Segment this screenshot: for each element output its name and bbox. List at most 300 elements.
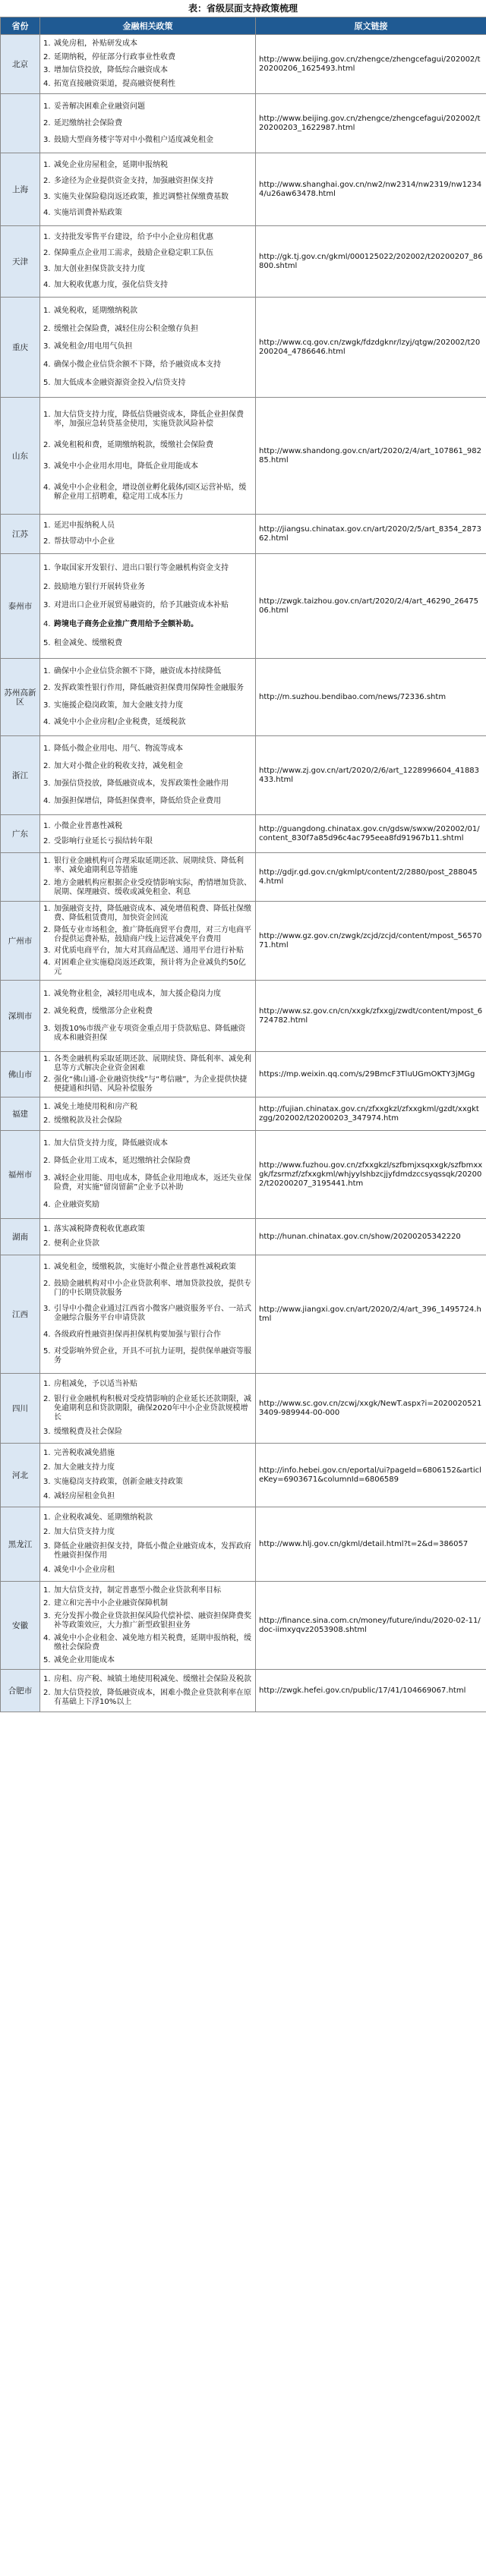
item-number: 2. [43,1279,51,1288]
item-text: 降低企业融资担保支持，降低小微企业融资成本，发挥政府性融资担保作用 [54,1542,251,1560]
policy-item [43,1174,252,1192]
policy-item [43,161,252,170]
source-link[interactable]: http://zwgk.hefei.gov.cn/public/17/41/104669067.html [256,1670,486,1712]
policy-list [43,902,252,980]
table-row [1,659,486,736]
policy-cell [40,298,256,398]
item-number: 2. [43,1598,51,1608]
table-row [1,815,486,853]
policy-item [43,1566,252,1575]
table-row [1,1131,486,1219]
policy-item [43,1139,252,1148]
policy-item [43,1380,252,1389]
item-text: 多途径为企业提供资金支持，加强融资担保支持 [54,176,213,185]
item-number: 2. [43,762,51,771]
policy-item [43,1157,252,1166]
item-number: 2. [43,249,51,258]
table-row [1,153,486,226]
policy-item [43,325,252,334]
item-text: 银行业金融机构积极对受疫情影响的企业延长还款期限，减免逾期利息和贷款期限，确保2020年中小企业贷款规模增长 [54,1394,251,1422]
item-text: 保障重点企业用工需求，鼓励企业稳定职工队伍 [54,249,213,258]
item-number: 1. [43,564,51,573]
policy-item [43,1689,252,1707]
item-text: 房租减免，予以适当补贴 [54,1380,137,1388]
item-text: 减免中小企业租金、减免地方相关税费，延期申报纳税，缓缴社会保险费 [54,1633,251,1652]
item-number: 2. [43,1527,51,1536]
policy-item [43,1347,252,1365]
table-row [1,1052,486,1097]
item-number: 5. [43,1346,51,1356]
policy-item [43,361,252,370]
table-row [1,1670,486,1712]
header-link: 原文链接 [256,17,486,35]
policy-item [43,762,252,771]
policy-item [43,483,252,502]
item-text: 减免中小企业房租/企业税费，延缓税款 [54,718,186,727]
policy-list [43,1220,252,1255]
item-text: 企业税收减免、延期缴纳税款 [54,1513,153,1522]
header-policy: 金融相关政策 [40,17,256,35]
item-text: 加大信贷支持力度 [54,1527,115,1536]
policy-item [43,701,252,710]
policy-item [43,1305,252,1323]
table-row [1,226,486,298]
item-text: 加强担保增信，降低担保费率，降低给贷企业费用 [54,796,221,805]
policy-item [43,1075,252,1094]
item-number: 3. [43,1428,51,1436]
source-link[interactable]: http://zwgk.taizhou.gov.cn/art/2020/2/4/art_46290_2647506.html [256,554,486,659]
policy-item [43,822,252,831]
policy-item [43,1656,252,1665]
policy-list [43,1053,252,1097]
item-number: 4. [43,1566,51,1575]
source-link[interactable]: http://fujian.chinatax.gov.cn/zfxxgkzl/zfxxgkml/gzdt/xxgktzgg/202002/t20200203_347974.htm [256,1097,486,1131]
item-text: 实施稳岗支持政策，创新金融支持政策 [54,1477,183,1486]
table-row [1,981,486,1052]
policy-item [43,601,252,610]
policy-item [43,80,252,89]
table-row [1,1097,486,1131]
policy-item [43,620,252,629]
policy-list [43,854,252,901]
item-text: 完善税收减免措施 [54,1449,115,1458]
policy-item [43,1586,252,1595]
policy-cell [40,94,256,153]
policy-cell [40,659,256,736]
item-text: 各类金融机构采取延期还款、展期续贷、降低利率、减免利息等方式解决企业资金困难 [54,1054,251,1072]
item-number: 3. [43,701,51,710]
source-link[interactable]: https://mp.weixin.qq.com/s/29BmcF3TluUGmOKTY3jMGg [256,1052,486,1097]
item-text: 加大信贷支持力度，降低融资成本 [54,1139,168,1148]
table-row [1,1444,486,1507]
policy-list [43,227,252,297]
item-text: 各级政府性融资担保再担保机构要加强与银行合作 [54,1331,221,1340]
policy-list [43,1256,252,1373]
policy-list [43,95,252,153]
policy-item [43,745,252,754]
item-text: 对进出口企业开展贸易融资的，给予其融资成本补贴 [54,601,229,610]
item-text: 加大信贷支持，制定普惠型小微企业贷款利率目标 [54,1586,221,1595]
item-number: 4. [43,718,51,727]
item-text: 减轻企业用能、用电成本，降低企业用地成本，返还失业保险费，对实施“留岗留薪”企业予以补助 [54,1173,251,1192]
item-number: 2. [43,118,51,128]
item-number: 4. [43,958,51,967]
item-number: 1. [43,857,51,866]
item-number: 2. [43,1394,51,1403]
table-row [1,902,486,981]
policy-list [43,1671,252,1712]
item-text: 缓缴税款及社会保险 [54,1116,122,1125]
province-cell: 广东 [1,815,40,853]
item-number: 1. [43,1586,51,1595]
item-text: 减免土地使用税和房产税 [54,1102,137,1111]
policy-item [43,797,252,806]
item-number: 3. [43,1173,51,1183]
item-number: 1. [43,410,51,419]
policy-item [43,1263,252,1272]
province-cell: 广州市 [1,902,40,981]
policy-cell [40,736,256,815]
policy-item [43,959,252,977]
item-number: 1. [43,102,51,111]
item-number: 1. [43,905,51,914]
policy-cell [40,398,256,515]
source-link[interactable]: http://www.shanghai.gov.cn/nw2/nw2314/nw2319/nw12344/u26aw63478.html [256,153,486,226]
policy-item [43,1612,252,1630]
policy-item [43,102,252,112]
province-cell: 苏州高新区 [1,659,40,736]
policy-cell [40,554,256,659]
item-number: 1. [43,160,51,169]
policy-table [0,17,486,1712]
item-text: 企业融资奖励 [54,1200,99,1209]
source-link[interactable]: http://www.shandong.gov.cn/art/2020/2/4/art_107861_98285.html [256,398,486,515]
policy-item [43,639,252,648]
province-cell: 北京 [1,35,40,94]
province-cell [1,853,40,902]
item-text: 降低专业市场租金，推广降低商贸平台费用，对三方电商平台提供运费补贴，鼓励商户线上运营减免平台费用 [54,925,251,943]
policy-cell [40,1052,256,1097]
item-number: 3. [43,1542,51,1551]
item-text: 实施培训费补贴政策 [54,209,122,218]
policy-cell [40,1097,256,1131]
item-number: 1. [43,821,51,830]
item-number: 3. [43,264,51,273]
policy-item [43,342,252,351]
item-number: 3. [43,342,51,351]
item-number: 3. [43,1611,51,1620]
table-row [1,736,486,815]
policy-cell [40,815,256,853]
item-number: 4. [43,483,51,492]
province-cell [1,94,40,153]
item-text: 确保小微企业信贷余额不下降，给予融资成本支持 [54,361,221,370]
item-number: 2. [43,1239,51,1249]
item-number: 3. [43,779,51,788]
item-text: 缓缴社会保险费，减轻住房公积金缴存负担 [54,324,198,333]
policy-cell [40,1255,256,1374]
item-text: 妥善解决困难企业融资问题 [54,102,145,111]
policy-item [43,53,252,62]
policy-list [43,298,252,397]
policy-list [43,981,252,1051]
item-number: 4. [43,620,51,629]
policy-item [43,537,252,546]
item-text: 房租、房产税、城镇土地使用税减免、缓缴社会保险及税款 [54,1674,251,1683]
item-number: 4. [43,361,51,370]
policy-item [43,779,252,789]
item-text: 发挥政策性银行作用，降低融资担保费用保障性金融服务 [54,684,244,693]
policy-cell [40,902,256,981]
policy-item [43,281,252,290]
source-link[interactable]: http://www.beijing.gov.cn/zhengce/zhengcefagui/202002/t20200203_1622987.html [256,94,486,153]
source-link[interactable]: http://m.suzhou.bendibao.com/news/72336.shtm [256,659,486,736]
policy-list [43,515,252,553]
table-row [1,515,486,554]
item-text: 落实减税降费税收优惠政策 [54,1224,145,1233]
item-text: 减免租金/用电用气负担 [54,342,133,351]
source-link[interactable]: http://www.gz.gov.cn/zwgk/zcjd/zcjd/content/mpost_5657071.html [256,902,486,981]
item-text: 建立和完善中小企业融资保障机制 [54,1598,168,1608]
item-number: 1. [43,1674,51,1683]
item-text: 加大金融支持力度 [54,1463,115,1472]
source-link[interactable]: http://gdjr.gd.gov.cn/gkmlpt/content/2/2880/post_2880454.html [256,853,486,902]
source-link[interactable]: http://jiangsu.chinatax.gov.cn/art/2020/2/5/art_8354_287362.html [256,515,486,554]
source-link[interactable]: http://www.sc.gov.cn/zcwj/xxgk/NewT.aspx?i=20200205213409-989944-00-000 [256,1374,486,1444]
source-link[interactable]: http://www.beijing.gov.cn/zhengce/zhengcefagui/202002/t20200206_1625493.html [256,35,486,94]
policy-item [43,1492,252,1501]
policy-item [43,249,252,258]
policy-item [43,684,252,693]
item-number: 1. [43,1224,51,1233]
header-row [1,17,486,35]
table-row [1,1507,486,1582]
item-text: 地方金融机构应根据企业受疫情影响实际，酌情增加贷款、展期、保理融资、缓收或减免租金、利息 [54,878,251,896]
policy-item [43,1239,252,1249]
item-number: 1. [43,1513,51,1522]
item-text: 引导中小微企业通过江西省小微客户融资服务平台、一站式金融综合服务平台申请贷款 [54,1305,251,1323]
policy-item [43,1395,252,1422]
policy-item [43,521,252,531]
item-text: 加大对小微企业的税收支持，减免租金 [54,762,183,771]
item-text: 受影响行业延长亏损结转年限 [54,836,153,846]
item-number: 3. [43,193,51,202]
item-number: 2. [43,324,51,333]
item-text: 加大信贷投放，降低融资成本，困难小微企业贷款利率在原有基础上下浮10%以上 [54,1688,251,1706]
province-cell: 重庆 [1,298,40,398]
item-number: 1. [43,1054,51,1063]
item-text: 租金减免、缓缴税费 [54,638,122,647]
source-link[interactable]: http://www.zj.gov.cn/art/2020/2/6/art_1228996604_41883433.html [256,736,486,815]
policy-item [43,1280,252,1298]
province-cell: 上海 [1,153,40,226]
item-text: 鼓励地方银行开展转贷业务 [54,582,145,591]
item-text: 跨境电子商务企业推广费用给予全额补助。 [54,620,198,629]
header-province: 省份 [1,17,40,35]
source-link[interactable]: http://gk.tj.gov.cn/gkml/000125022/202002/t20200207_86800.shtml [256,226,486,298]
policy-item [43,379,252,388]
item-text: 减免企业房屋租金，延期申报纳税 [54,160,168,169]
policy-item [43,233,252,242]
policy-cell [40,226,256,298]
item-number: 3. [43,1477,51,1486]
policy-list [43,1582,252,1669]
item-text: 加大低成本金融资源资金投入/信贷支持 [54,378,186,387]
policy-list [43,1444,252,1507]
item-number: 4. [43,79,51,88]
item-text: 实施援企稳岗政策，加大金融支持力度 [54,701,183,710]
item-number: 3. [43,66,51,75]
item-text: 减免中小企业房租 [54,1566,115,1575]
source-link[interactable]: http://hunan.chinatax.gov.cn/show/20200205342220 [256,1219,486,1255]
item-text: 延期纳税，停征部分行政事业性收费 [54,52,175,61]
item-number: 5. [43,638,51,647]
policy-list [43,1375,252,1443]
source-link[interactable]: http://guangdong.chinatax.gov.cn/gdsw/swxw/202002/01/content_830f7a85d96c4ac795eea8fd91967b11.shtml [256,815,486,853]
policy-cell [40,981,256,1052]
policy-item [43,209,252,218]
item-number: 1. [43,666,51,675]
policy-item [43,66,252,75]
policy-cell [40,1444,256,1507]
item-text: 减免中小企业用水用电，降低企业用能成本 [54,461,198,471]
province-cell: 福州市 [1,1131,40,1219]
policy-item [43,718,252,727]
item-number: 1. [43,989,51,998]
policy-item [43,879,252,897]
policy-list [43,555,252,658]
policy-list [43,660,252,735]
policy-item [43,39,252,49]
policy-item [43,265,252,274]
policy-cell [40,1131,256,1219]
policy-item [43,177,252,186]
policy-item [43,1025,252,1043]
item-number: 4. [43,1200,51,1209]
province-cell: 江苏 [1,515,40,554]
policy-item [43,837,252,846]
item-number: 2. [43,1006,51,1016]
policy-item [43,1542,252,1560]
source-link[interactable]: http://www.fuzhou.gov.cn/zfxxgkzl/szfbmjxsqxxgk/szfbmxxgk/fzsrmzf/zfxxgkml/whjyylshbzcjjyfdmdzccsyqssqk/202002/t20200207_3195441.htm [256,1131,486,1219]
policy-item [43,1675,252,1684]
item-text: 对困难企业实施稳岗返还政策，预计将为企业减负约50亿元 [54,958,246,976]
policy-item [43,926,252,944]
source-link[interactable]: http://www.hlj.gov.cn/gkml/detail.html?t=2&d=386057 [256,1507,486,1582]
policy-list [43,816,252,852]
item-text: 降低企业用工成本，延迟缴纳社会保险费 [54,1157,191,1166]
item-text: 加大创业担保贷款支持力度 [54,264,145,273]
item-text: 加强信贷投放，降低融资成本，发挥政策性金融作用 [54,779,229,788]
item-text: 减免企业用能成本 [54,1655,115,1664]
item-text: 银行业金融机构可合理采取延期还款、展期续贷、降低利率、减免逾期利息等措施 [54,857,244,875]
policy-item [43,1116,252,1126]
item-text: 减免物业租金，减轻用电成本，加大援企稳岗力度 [54,989,221,998]
item-text: 小微企业普惠性减税 [54,821,122,830]
policy-item [43,990,252,999]
item-text: 充分发挥小微企业贷款担保风险代偿补偿、融资担保降费奖补等政策效应，大力推广新型政银担业务 [54,1611,251,1630]
table-row [1,853,486,902]
item-number: 2. [43,1116,51,1125]
item-number: 1. [43,39,51,49]
policy-item [43,136,252,145]
source-link[interactable]: http://info.hebei.gov.cn/eportal/ui?pageId=6806152&articleKey=6903671&columnId=6806589 [256,1444,486,1507]
province-cell: 河北 [1,1444,40,1507]
item-number: 2. [43,1463,51,1472]
table-row [1,1255,486,1374]
province-cell: 四川 [1,1374,40,1444]
policy-item [43,307,252,316]
page-title: 表：省级层面支持政策梳理 [188,3,298,14]
item-number: 3. [43,946,51,956]
item-text: 便利企业贷款 [54,1239,99,1249]
item-number: 2. [43,684,51,693]
table-row [1,554,486,659]
item-text: 降低小微企业用电、用气、物流等成本 [54,745,183,754]
policy-item [43,462,252,471]
province-cell: 佛山市 [1,1052,40,1097]
table-row [1,1374,486,1444]
source-link[interactable]: http://www.jiangxi.gov.cn/art/2020/2/4/art_396_1495724.html [256,1255,486,1374]
province-cell: 湖南 [1,1219,40,1255]
item-text: 对受影响外贸企业，开具不可抗力证明，提供保单融资等服务 [54,1346,251,1365]
policy-item [43,1449,252,1458]
item-text: 延迟缴纳社会保险费 [54,118,122,128]
table-row [1,94,486,153]
policy-item [43,1103,252,1112]
item-number: 4. [43,796,51,805]
item-text: 争取国家开发银行、进出口银行等金融机构资金支持 [54,564,229,573]
item-text: 减免税费，缓缴部分企业税费 [54,1006,153,1016]
item-text: 缓缴税费及社会保险 [54,1428,122,1436]
province-cell: 浙江 [1,736,40,815]
policy-list [43,737,252,814]
province-cell: 黑龙江 [1,1507,40,1582]
policy-cell [40,1507,256,1582]
table-row [1,1219,486,1255]
province-cell: 深圳市 [1,981,40,1052]
item-number: 1. [43,1263,51,1272]
source-link[interactable]: http://www.cq.gov.cn/zwgk/fdzdgknr/lzyj/qtgw/202002/t20200204_4786646.html [256,298,486,398]
policy-list [43,1132,252,1218]
province-cell: 天津 [1,226,40,298]
policy-item [43,667,252,676]
item-number: 4. [43,1331,51,1340]
policy-item [43,583,252,592]
policy-item [43,411,252,429]
item-number: 3. [43,601,51,610]
item-number: 2. [43,878,51,887]
item-text: 加大信贷支持力度，降低信贷融资成本，降低企业担保费率，加强应急转贷基金使用，实施贷款风险补偿 [54,410,244,428]
item-number: 2. [43,176,51,185]
item-number: 5. [43,1655,51,1664]
policy-item [43,1225,252,1234]
item-number: 2. [43,440,51,449]
policy-item [43,1055,252,1073]
item-text: 减轻房屋租金负担 [54,1491,115,1501]
item-number: 5. [43,378,51,387]
item-text: 支持批发零售平台建设，给予中小企业房租优惠 [54,233,213,242]
policy-item [43,1513,252,1523]
policy-item [43,1201,252,1210]
policy-list [43,1508,252,1581]
source-link[interactable]: http://www.sz.gov.cn/cn/xxgk/zfxxgj/zwdt/content/mpost_6724782.html [256,981,486,1052]
item-number: 1. [43,1139,51,1148]
item-number: 2. [43,582,51,591]
source-link[interactable]: http://finance.sina.com.cn/money/future/indu/2020-02-11/doc-iimxyqvz2053908.shtml [256,1582,486,1670]
policy-item [43,946,252,956]
item-number: 3. [43,461,51,471]
